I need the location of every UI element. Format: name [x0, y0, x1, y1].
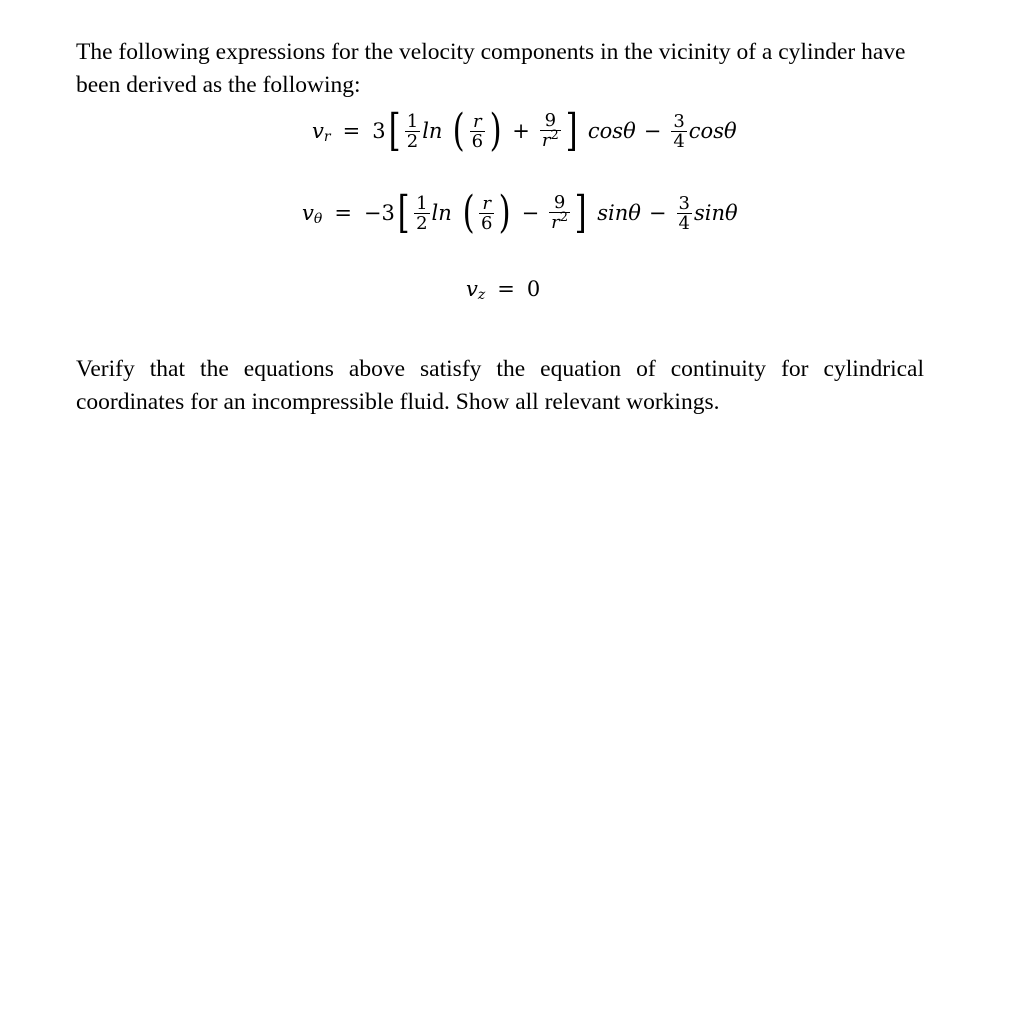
eq-vt-ln: ln: [431, 201, 452, 225]
eq-vr-term-num: 9: [544, 109, 557, 131]
eq-vt-term-den-exp: 2: [559, 209, 569, 225]
eq-vr-frac2-den: 4: [673, 130, 685, 152]
eq-vr-trig: cosθ: [587, 119, 636, 143]
eq-vt-term-den-r: r: [551, 211, 560, 233]
eq-vr-coefficient: 3: [372, 119, 386, 143]
eq-vt-symbol: v: [302, 201, 314, 225]
eq-vt-subscript: θ: [313, 211, 323, 227]
task-paragraph: Verify that the equations above satisfy the equation of continuity for cylindrical coordinates for an incompressible fluid. Show all relevant workings.: [76, 355, 924, 415]
left-bracket-icon: [: [388, 105, 401, 156]
eq-vt-coefficient: −3: [363, 201, 395, 225]
eq-vz-subscript: z: [477, 287, 486, 303]
eq-vr-term-den-exp: 2: [550, 127, 559, 143]
left-paren-icon: (: [453, 105, 466, 156]
eq-vr-subscript: r: [323, 129, 331, 145]
right-bracket-icon: ]: [565, 105, 578, 156]
eq-vt-term-num: 9: [553, 191, 566, 213]
eq-vr-half-den: 2: [406, 130, 419, 152]
intro-paragraph: The following expressions for the velocity components in the vicinity of a cylinder have been derived as the following:: [76, 38, 906, 98]
eq-vt-operator: −: [521, 201, 540, 225]
eq-vt-trig: sinθ: [597, 201, 641, 225]
eq-vr-term-den-r: r: [541, 129, 551, 151]
eq-vt-half-den: 2: [416, 212, 428, 234]
eq-vr-ln: ln: [422, 119, 443, 143]
eq-vz-symbol: v: [466, 277, 478, 301]
eq-vr-equals: =: [342, 119, 361, 143]
left-bracket-icon: [: [397, 187, 410, 238]
eq-vt-frac2: [677, 194, 692, 233]
eq-vr-ratio-den: 6: [471, 130, 484, 152]
eq-vt-half-fraction: [414, 194, 429, 233]
eq-vr-ratio-fraction: [470, 112, 485, 151]
eq-vz-value: 0: [526, 277, 541, 301]
right-paren-icon: ): [498, 187, 511, 238]
eq-vr-operator: +: [512, 119, 530, 143]
eq-vt-ratio-num: r: [482, 192, 491, 214]
eq-vr-trig2: cosθ: [688, 119, 737, 143]
eq-vt-frac2-num: 3: [678, 192, 690, 214]
eq-vt-half-num: 1: [416, 192, 428, 214]
eq-vt-ratio-fraction: [479, 194, 494, 233]
equation-v-r: [312, 100, 737, 162]
eq-vt-minus: −: [648, 201, 667, 225]
eq-vr-frac2: [671, 112, 686, 151]
eq-vr-half-num: 1: [406, 110, 419, 132]
eq-vt-term-den: [549, 209, 570, 234]
eq-vr-minus: −: [643, 119, 662, 143]
right-bracket-icon: ]: [574, 187, 587, 238]
eq-vr-symbol: v: [312, 119, 324, 143]
equation-v-theta: [302, 182, 738, 244]
eq-vr-half-fraction: [405, 112, 420, 151]
eq-vr-frac2-num: 3: [673, 110, 685, 132]
eq-vt-equals: =: [334, 201, 352, 225]
equation-v-z: [466, 272, 540, 306]
eq-vr-ratio-num: r: [473, 110, 482, 132]
eq-vr-term-den: [540, 127, 561, 152]
eq-vr-term-fraction: [540, 111, 561, 152]
eq-vt-term-fraction: [549, 193, 570, 234]
eq-vz-equals: =: [497, 277, 515, 301]
left-paren-icon: (: [462, 187, 475, 238]
eq-vt-ratio-den: 6: [480, 212, 493, 234]
eq-vt-trig2: sinθ: [693, 201, 738, 225]
right-paren-icon: ): [489, 105, 502, 156]
eq-vt-frac2-den: 4: [678, 212, 690, 234]
